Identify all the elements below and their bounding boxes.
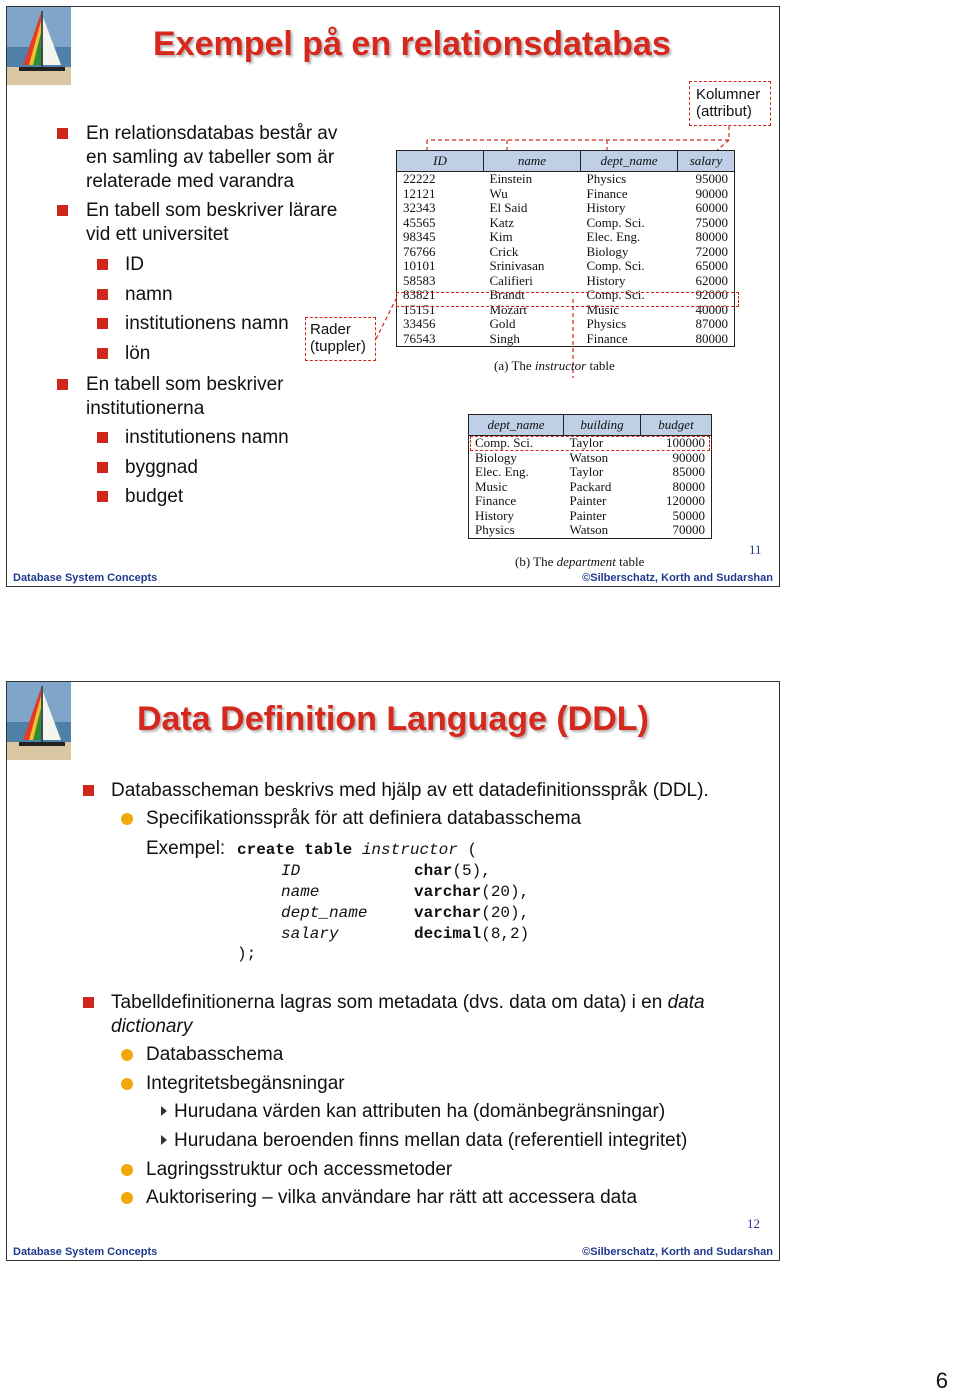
slide-title: Data Definition Language (DDL) (137, 700, 649, 738)
table-row (397, 172, 735, 187)
triangle-bullet-icon (161, 1135, 167, 1145)
table-cell: 87000 (695, 316, 728, 331)
field-args: (8,2) (481, 925, 530, 943)
bullet-text: namn (125, 284, 173, 305)
field-type: decimal (414, 925, 482, 943)
table-cell: 58583 (403, 272, 436, 288)
sub-bullet-text: Specifikationsspråk för att definiera databasschema (146, 808, 582, 829)
table-cell: Watson (569, 522, 609, 537)
table-cell: Califieri (489, 272, 533, 288)
rows-label-sub: (tuppler) (310, 338, 366, 355)
footer-left: Database System Concepts (13, 1246, 158, 1258)
table-cell: Music (475, 478, 508, 494)
table-row (397, 274, 735, 289)
table-cell: 85000 (672, 464, 705, 479)
table-cell: Finance (475, 493, 517, 508)
field-type: varchar (414, 883, 482, 901)
ddl-field-line (281, 924, 529, 945)
column-header: salary (678, 151, 735, 172)
code-open: ( (457, 841, 478, 859)
table-row (469, 465, 712, 480)
sub-bullet-marker (121, 813, 133, 825)
table-cell: Brandt (489, 287, 525, 302)
table-cell: 62000 (695, 272, 728, 288)
code-table-name: instructor (361, 841, 458, 859)
slide-title: Exempel på en relationsdatabas (153, 25, 671, 63)
table-cell: Taylor (569, 464, 604, 479)
sub-sub-bullet-text: Hurudana värden kan attributen ha (domänbegränsningar) (174, 1101, 666, 1122)
table-cell: Katz (489, 214, 515, 230)
highlighted-row (470, 436, 710, 451)
column-header: name (484, 151, 581, 172)
table-cell: Finance (586, 185, 628, 201)
column-header: dept_name (581, 151, 678, 172)
table-row (397, 245, 735, 260)
table-cell: Music (586, 301, 619, 317)
bullet-text: institutionens namn (125, 313, 289, 334)
triangle-bullet-icon (161, 1106, 167, 1116)
table-cell: 12121 (403, 185, 436, 201)
table-cell: Physics (586, 316, 627, 331)
slide-2 (6, 681, 780, 1261)
highlighted-row (396, 292, 739, 307)
table-cell: Painter (569, 493, 607, 508)
bullet-text: lön (125, 343, 151, 364)
instructor-caption (494, 358, 615, 374)
columns-label-sub: (attribut) (696, 103, 752, 120)
ddl-code-line (237, 840, 477, 861)
table-cell: Singh (489, 330, 520, 346)
field-args: (20), (481, 904, 530, 922)
table-cell: 80000 (695, 330, 728, 346)
field-args: (20), (481, 883, 530, 901)
table-cell: Wu (489, 185, 508, 201)
ddl-field-line (281, 903, 529, 924)
table-cell: 50000 (672, 507, 705, 523)
table-cell: 83821 (403, 287, 436, 302)
sub-bullet-marker (121, 1049, 133, 1061)
table-row (397, 216, 735, 231)
rows-label: Rader (310, 321, 351, 338)
table-cell: 90000 (695, 185, 728, 201)
field-name: name (281, 883, 320, 901)
table-cell: 40000 (695, 301, 728, 317)
bullet-marker (83, 785, 94, 796)
field-name: ID (281, 862, 301, 880)
table-cell: 70000 (672, 522, 705, 537)
table-cell: 33456 (403, 316, 436, 331)
table-cell: 80000 (695, 229, 728, 244)
sub-bullet-text: Databasschema (146, 1044, 284, 1065)
table-cell: 76766 (403, 243, 436, 259)
example-label: Exempel: (146, 838, 226, 859)
table-row (397, 187, 735, 202)
bullet-text: byggnad (125, 457, 198, 478)
bullet2-italic: data dictionary (111, 992, 705, 1037)
slide-1 (6, 6, 780, 587)
table-cell: 72000 (695, 243, 728, 259)
sailboat-logo-icon (7, 682, 71, 760)
table-cell: 98345 (403, 229, 436, 244)
table-cell: 32343 (403, 200, 436, 215)
slide-page-number: 12 (747, 1216, 760, 1231)
table-cell: 45565 (403, 214, 436, 230)
table-cell: Comp. Sci. (475, 435, 534, 450)
table-cell: Kim (489, 229, 513, 244)
table-cell: Physics (586, 171, 627, 186)
table-cell: History (586, 272, 626, 288)
department-table-wrap (468, 414, 712, 539)
table-cell: 65000 (695, 258, 728, 273)
caption-suffix: table (586, 358, 615, 373)
caption-prefix: (a) The (494, 358, 535, 373)
bullet-text: ID (125, 254, 144, 275)
department-table (468, 414, 712, 539)
table-cell: Comp. Sci. (586, 258, 645, 273)
column-header: ID (397, 151, 484, 172)
table-cell: 100000 (666, 435, 705, 450)
instructor-rows (397, 172, 735, 347)
sub-bullet-text: Lagringsstruktur och accessmetoder (146, 1159, 453, 1180)
table-cell: 92000 (695, 287, 728, 302)
table-row (397, 317, 735, 332)
table-cell: Biology (475, 449, 517, 465)
sub-bullet-marker (121, 1078, 133, 1090)
table-row (397, 332, 735, 347)
caption-prefix: (b) The (515, 554, 557, 569)
bullet-text: En tabell som beskriver lärare vid ett universitet (86, 200, 338, 245)
field-name: salary (281, 925, 339, 943)
sub-bullet-marker (121, 1192, 133, 1204)
table-cell: Mozart (489, 301, 528, 317)
caption-suffix: table (615, 554, 645, 569)
table-row (397, 230, 735, 245)
sub-bullet-text: Integritetsbegänsningar (146, 1073, 345, 1094)
table-cell: Physics (475, 522, 515, 537)
sub-sub-bullet-text: Hurudana beroenden finns mellan data (referentiell integritet) (174, 1130, 688, 1151)
table-cell: Watson (569, 449, 609, 465)
footer-right: ©Silberschatz, Korth and Sudarshan (582, 1246, 773, 1258)
column-header: budget (641, 415, 712, 436)
table-cell: Comp. Sci. (586, 214, 645, 230)
table-cell: Einstein (489, 171, 533, 186)
field-type: varchar (414, 904, 482, 922)
bullet-text: institutionens namn (125, 427, 289, 448)
table-cell: Srinivasan (489, 258, 545, 273)
table-row (469, 509, 712, 524)
table-cell: 76543 (403, 330, 436, 346)
table-cell: Elec. Eng. (586, 229, 641, 244)
table-cell: 90000 (672, 449, 705, 465)
slide-page-number: 11 (749, 542, 762, 557)
table-cell: Finance (586, 330, 628, 346)
table-cell: Comp. Sci. (586, 287, 645, 302)
table-row (469, 451, 712, 466)
bullet-text: budget (125, 486, 184, 507)
table-cell: 60000 (695, 200, 728, 215)
table-cell: 95000 (695, 171, 728, 186)
table-row (469, 523, 712, 538)
table-cell: 22222 (403, 171, 436, 186)
field-name: dept_name (281, 904, 368, 922)
bullet-text: En relationsdatabas består av en samling av tabeller som är relaterade med varandra (86, 123, 338, 192)
table-cell: Elec. Eng. (475, 464, 529, 479)
columns-label: Kolumner (696, 86, 761, 103)
table-cell: History (475, 507, 514, 523)
column-header: building (564, 415, 641, 436)
instructor-table (396, 150, 735, 347)
field-args: (5), (452, 862, 491, 880)
footer-left: Database System Concepts (13, 572, 158, 584)
table-cell: 10101 (403, 258, 436, 273)
table-cell: Packard (569, 478, 612, 494)
bullet-text: Databasscheman beskrivs med hjälp av ett datadefinitionsspråk (DDL). (111, 780, 709, 801)
caption-name: department (556, 554, 616, 569)
table-cell: Gold (489, 316, 516, 331)
bullet-marker (83, 997, 94, 1008)
table-cell: Painter (569, 507, 607, 523)
table-cell: History (586, 200, 626, 215)
ddl-code-close: ); (237, 945, 257, 963)
table-cell: 120000 (666, 493, 705, 508)
table-cell: Biology (586, 243, 629, 259)
table-cell: Taylor (569, 435, 604, 450)
bullet2-text: Tabelldefinitionerna lagras som metadata (dvs. data om data) i en (111, 992, 668, 1013)
sub-bullet-marker (121, 1164, 133, 1176)
table-row (397, 259, 735, 274)
table-cell: 75000 (695, 214, 728, 230)
bullet-text (111, 991, 751, 1039)
instructor-table-wrap (396, 150, 735, 347)
table-cell: 15151 (403, 301, 436, 317)
ddl-field-line (281, 882, 529, 903)
table-cell: El Said (489, 200, 528, 215)
table-cell: Crick (489, 243, 519, 259)
column-header: dept_name (469, 415, 564, 436)
ddl-field-line (281, 861, 491, 882)
bullet-text: En tabell som beskriver institutionerna (86, 374, 284, 419)
field-type: char (414, 862, 453, 880)
table-row (469, 480, 712, 495)
table-cell: 80000 (672, 478, 705, 494)
table-row (397, 201, 735, 216)
table-row (469, 494, 712, 509)
code-keyword: create table (237, 841, 353, 859)
department-caption (515, 554, 644, 570)
footer-right: ©Silberschatz, Korth and Sudarshan (582, 572, 773, 584)
caption-name: instructor (534, 358, 587, 373)
page-number: 6 (935, 1368, 948, 1393)
sub-bullet-text: Auktorisering – vilka användare har rätt att accessera data (146, 1187, 638, 1208)
